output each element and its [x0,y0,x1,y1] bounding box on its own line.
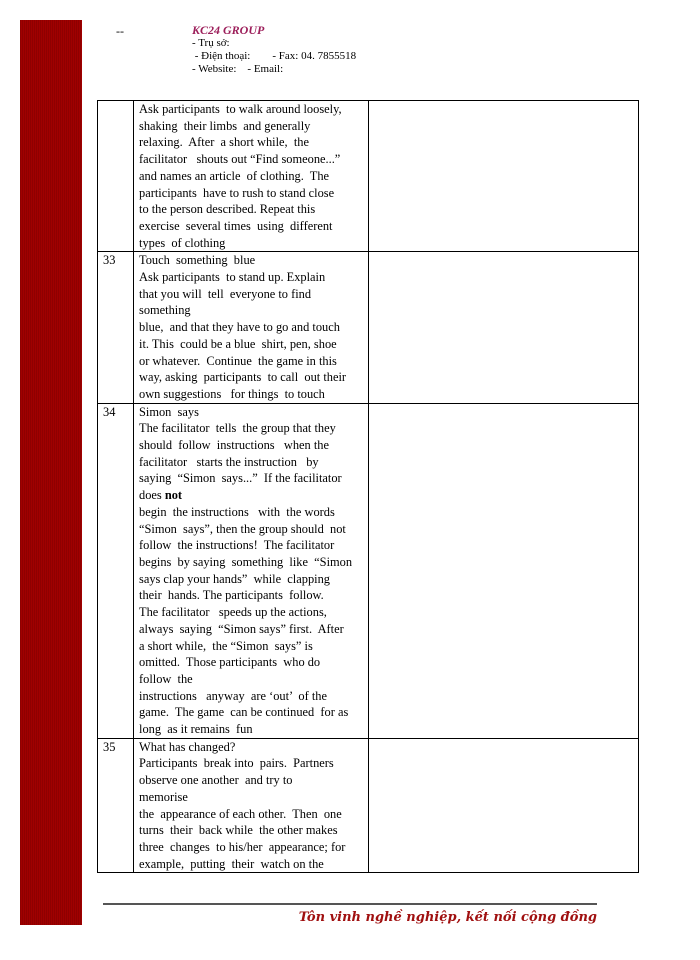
footer-slogan: Tôn vinh nghề nghiệp, kết nối cộng đồng [298,910,597,925]
description-line: facilitator shouts out “Find someone...” [139,152,341,167]
description-line: relaxing. After a short while, the [139,135,309,150]
activity-description [134,403,369,738]
description-line: three changes to his/her appearance; for [139,839,346,854]
header-dash: -- [116,24,124,38]
description-line: example, putting their watch on the [139,856,324,871]
description-line: exercise several times using different [139,218,333,233]
description-line: The facilitator tells the group that they [139,421,336,436]
footer-divider [103,903,597,905]
website-email-line: - Website: - Email: [192,63,284,75]
activity-description [134,738,369,873]
description-line: something [139,303,191,318]
description-line: should follow instructions when the [139,438,329,453]
table-row [98,252,639,403]
bold-emphasis: not [164,488,183,503]
description-line: facilitator starts the instruction by [139,454,319,469]
description-line: memorise [139,789,188,804]
description-line: types of clothing [139,235,226,250]
description-line: to the person described. Repeat this [139,202,316,217]
table-row [98,403,639,738]
description-line: begin the instructions with the words [139,504,335,519]
description-line: Ask participants to stand up. Explain [139,270,326,285]
description-line: way, asking participants to call out their [139,370,347,385]
description-line: always saying “Simon says” first. After [139,621,344,636]
description-line: blue, and that they have to go and touch [139,320,340,335]
description-line: “Simon says”, then the group should not [139,521,346,536]
notes-cell [369,252,639,403]
notes-cell [369,738,639,873]
description-line: follow the [139,671,193,686]
activity-description [134,252,369,403]
activity-number: 34 [98,403,134,738]
description-line: the appearance of each other. Then one [139,806,342,821]
description-line: says clap your hands” while clapping [139,571,330,586]
description-line: that you will tell everyone to find [139,286,312,301]
description-line: omitted. Those participants who do [139,655,321,670]
description-line: it. This could be a blue shirt, pen, shoe [139,336,337,351]
activities-table [97,100,639,873]
description-line: long as it remains fun [139,722,253,737]
activity-number: 33 [98,252,134,403]
description-line: a short while, the “Simon says” is [139,638,313,653]
description-line: participants have to rush to stand close [139,185,335,200]
description-line: Participants break into pairs. Partners [139,756,334,771]
description-line: and names an article of clothing. The [139,168,330,183]
description-line: observe one another and try to [139,773,293,788]
decorative-side-bar [20,20,82,925]
notes-cell [369,403,639,738]
description-line: does not [139,488,183,503]
description-line: saying “Simon says...” If the facilitator [139,471,342,486]
description-line: begins by saying something like “Simon [139,554,353,569]
phone-fax-line: - Điện thoại: - Fax: 04. 7855518 [192,50,357,62]
description-line: Ask participants to walk around loosely, [139,102,342,116]
notes-cell [369,101,639,252]
description-line: own suggestions for things to touch [139,386,325,401]
letterhead [192,23,356,76]
description-line: game. The game can be continued for as [139,705,349,720]
description-line: instructions anyway are ‘out’ of the [139,688,327,703]
activity-number: 35 [98,738,134,873]
description-line: follow the instructions! The facilitator [139,538,335,553]
description-line: Touch something blue [139,253,256,268]
description-line: The facilitator speeds up the actions, [139,605,327,620]
description-line: shaking their limbs and generally [139,118,311,133]
activity-description [134,101,369,252]
description-line: What has changed? [139,739,236,754]
activity-number [98,101,134,252]
description-line: Simon says [139,404,199,419]
address-line: - Trụ sở: [192,37,230,49]
description-line: their hands. The participants follow. [139,588,324,603]
table-row [98,101,639,252]
description-line: turns their back while the other makes [139,823,338,838]
company-name: KC24 GROUP [192,23,265,37]
description-line: or whatever. Continue the game in this [139,353,337,368]
table-row [98,738,639,873]
